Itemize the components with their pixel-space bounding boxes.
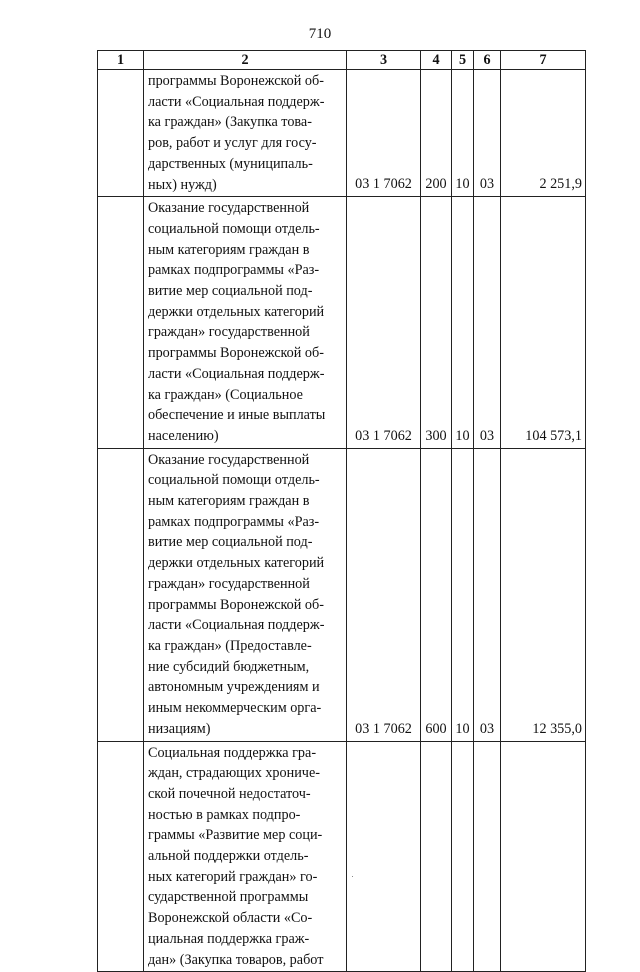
column-header: 1 [98,51,144,70]
description-line: рамках подпрограммы «Раз- [148,513,320,530]
expense-type-cell: 600 [421,448,452,741]
row-number-cell [98,197,144,448]
description-line: ных категорий граждан» го- [148,868,318,885]
description-line: программы Воронежской об- [148,596,324,613]
table-row [98,741,586,972]
column-header: 2 [144,51,347,70]
description-line: граммы «Развитие мер соци- [148,827,323,844]
column-header: 7 [501,51,586,70]
subsection-cell: 03 [474,448,501,741]
section-cell [452,741,474,972]
description-line: иным некоммерческим орга- [148,700,322,717]
description-line: сударственной программы [148,889,309,906]
description-line: программы Воронежской об- [148,73,324,89]
row-number-cell [98,741,144,972]
target-article-cell: 03 1 7062 [347,70,421,197]
expense-type-cell [421,741,452,972]
description-cell [144,197,347,448]
description-line: держки отдельных категорий [148,303,325,320]
subsection-cell: 03 [474,197,501,448]
description-line: ка граждан» (Предоставле- [148,637,312,654]
amount-cell: 104 573,1 [501,197,586,448]
budget-table [97,50,586,972]
description-line: альной поддержки отдель- [148,848,309,865]
description-line: ка граждан» (Социальное [148,386,303,403]
description-line: Социальная поддержка гра- [148,744,317,761]
description-line: дарственных (муниципаль- [148,155,313,172]
description-line: Оказание государственной [148,451,310,468]
section-cell: 10 [452,448,474,741]
description-line: Оказание государственной [148,200,310,217]
target-article-cell: 03 1 7062 [347,197,421,448]
description-line: социальной помощи отдель- [148,220,320,237]
table-row [98,197,586,448]
description-line: ждан, страдающих хрониче- [148,765,320,782]
description-line: ных) нужд) [148,176,217,193]
description-line: обеспечение и иные выплаты [148,407,326,424]
column-header: 6 [474,51,501,70]
description-line: циальная поддержка граж- [148,930,310,947]
description-line: ласти «Социальная поддерж- [148,617,325,634]
description-line: ласти «Социальная поддерж- [148,365,325,382]
description-line: автономным учреждениям и [148,679,320,696]
table-row [98,448,586,741]
amount-cell: 12 355,0 [501,448,586,741]
amount-cell [501,741,586,972]
description-line: граждан» государственной [148,575,310,592]
amount-cell: 2 251,9 [501,70,586,197]
description-line: витие мер социальной под- [148,534,313,551]
description-line: граждан» государственной [148,324,310,341]
table-header-row [98,51,586,70]
row-number-cell [98,70,144,197]
column-header: 4 [421,51,452,70]
description-line: ным категориям граждан в [148,493,310,510]
description-line: витие мер социальной под- [148,283,313,300]
description-line: дан» (Закупка товаров, работ [148,951,324,968]
description-cell [144,70,347,197]
row-number-cell [98,448,144,741]
description-line: низациям) [148,720,211,737]
description-line: ласти «Социальная поддерж- [148,93,325,110]
page-number: 710 [308,26,332,42]
description-line: ской почечной недостаточ- [148,785,311,802]
description-line: держки отдельных категорий [148,555,325,572]
description-line: населению) [148,427,219,444]
table-row [98,70,586,197]
target-article-cell [347,741,421,972]
subsection-cell [474,741,501,972]
section-cell: 10 [452,197,474,448]
expense-type-cell: 200 [421,70,452,197]
subsection-cell: 03 [474,70,501,197]
description-cell [144,741,347,972]
description-line: ров, работ и услуг для госу- [148,135,317,152]
section-cell: 10 [452,70,474,197]
scan-artifact [352,876,353,877]
description-line: ностью в рамках подпро- [148,806,301,823]
column-header: 3 [347,51,421,70]
expense-type-cell: 300 [421,197,452,448]
description-line: Воронежской области «Со- [148,910,313,927]
description-line: ным категориям граждан в [148,241,310,258]
description-line: ние субсидий бюджетным, [148,658,310,675]
description-line: программы Воронежской об- [148,345,324,362]
description-line: ка граждан» (Закупка това- [148,114,312,131]
description-line: социальной помощи отдель- [148,472,320,489]
description-cell [144,448,347,741]
description-line: рамках подпрограммы «Раз- [148,262,320,279]
target-article-cell: 03 1 7062 [347,448,421,741]
column-header: 5 [452,51,474,70]
